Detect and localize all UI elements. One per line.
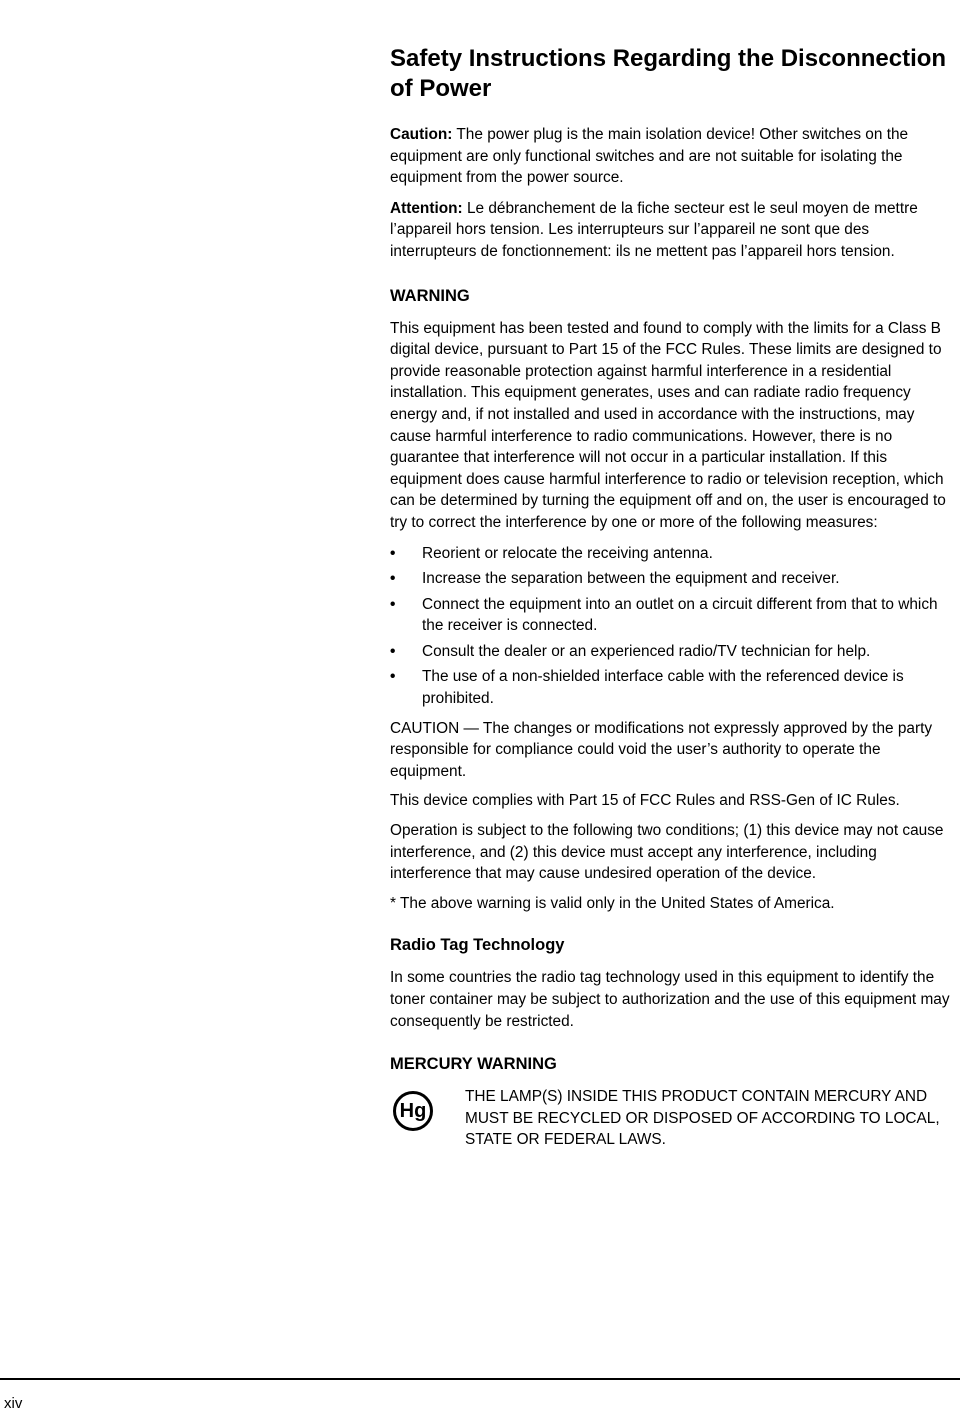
warning-body: This equipment has been tested and found to comply with the limits for a Class B digital device, pursuant to Part 15 of the FCC Rules. These limits are designed to provide reasonable protection against harmful interference in a residential installation. This equipment generates, uses and can radiate radio frequency energy and, if not installed and used in accordance with the instructions, may cause harmful interference to radio communications. However, there is no guarantee that interference will not occur in a particular installation. If this equipment does cause harmful interference to radio or television reception, which can be determined by turning the equipment off and on, the user is encouraged to try to correct the interference by one or more of the following measures: — [390, 319, 946, 531]
bullet-icon: • — [390, 642, 396, 660]
validity-note: * The above warning is valid only in the United States of America. — [390, 894, 835, 912]
list-item: • Reorient or relocate the receiving antenna. — [390, 543, 958, 565]
caution-paragraph — [390, 124, 958, 189]
radio-tag-heading: Radio Tag Technology — [390, 936, 565, 955]
page-number: xiv — [4, 1395, 23, 1412]
list-item: • Connect the equipment into an outlet on a circuit different from that to which the receiver is connected. — [390, 595, 938, 635]
warning-heading: WARNING — [390, 286, 470, 305]
fcc-rss-statement: This device complies with Part 15 of FCC Rules and RSS-Gen of IC Rules. — [390, 792, 900, 810]
page-title: Safety Instructions Regarding the Disconnection of Power — [390, 45, 947, 102]
mercury-heading: MERCURY WARNING — [390, 1055, 557, 1074]
caution-text: The power plug is the main isolation device! Other switches on the equipment are only functional switches and are not suitable for isolating the equipment from the power source. — [390, 126, 909, 187]
caution-note: CAUTION — The changes or modifications not expressly approved by the party responsible for compliance could void the user’s authority to operate the equipment. — [390, 719, 933, 780]
attention-text: Le débranchement de la fiche secteur est le seul moyen de mettre l’appareil hors tension. Les interrupteurs sur l’appareil ne sont que des interrupteurs de fonctionnement: ils ne mettent pas l’appareil hors tension. — [390, 199, 918, 260]
mercury-warning-block — [390, 1086, 958, 1156]
mercury-hg-icon: Hg — [393, 1091, 433, 1131]
caution-label: Caution: — [390, 126, 453, 143]
page-content — [390, 44, 958, 1156]
operation-conditions: Operation is subject to the following two conditions; (1) this device may not cause interference, and (2) this device must accept any interference, including interference that may cause undesired operation of the device. — [390, 822, 944, 883]
attention-label: Attention: — [390, 199, 463, 217]
attention-paragraph — [390, 198, 958, 263]
list-item: • Consult the dealer or an experienced radio/TV technician for help. — [390, 641, 958, 663]
list-item: • Increase the separation between the equipment and receiver. — [390, 568, 958, 590]
bullet-icon: • — [390, 570, 396, 588]
mercury-warning-text: THE LAMP(S) INSIDE THIS PRODUCT CONTAIN MERCURY AND MUST BE RECYCLED OR DISPOSED OF ACCORDING TO LOCAL, STATE OR FEDERAL LAWS. — [465, 1088, 940, 1149]
footer-divider — [0, 1378, 960, 1380]
bullet-icon: • — [390, 595, 396, 613]
bullet-icon: • — [390, 668, 396, 686]
bullet-icon: • — [390, 544, 396, 562]
measures-list — [390, 543, 958, 710]
radio-tag-body: In some countries the radio tag technology used in this equipment to identify the toner container may be subject to authorization and the use of this equipment may consequently be restricted. — [390, 969, 950, 1030]
list-item: • The use of a non-shielded interface cable with the referenced device is prohibited. — [390, 668, 904, 708]
